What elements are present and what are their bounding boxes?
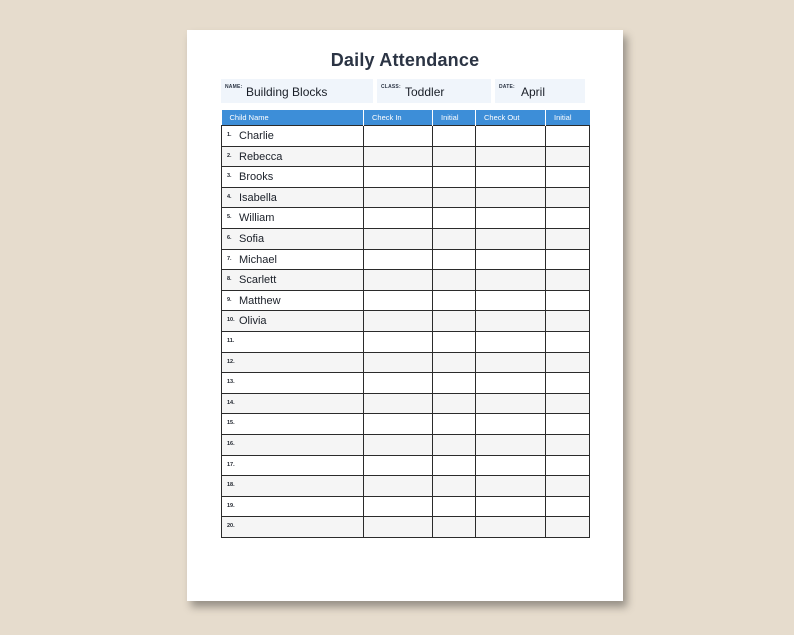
table-row <box>222 146 590 167</box>
check-in-cell[interactable] <box>364 517 433 538</box>
check-in-cell[interactable] <box>364 393 433 414</box>
row-number: 7. <box>227 255 232 262</box>
initial-out-cell[interactable] <box>546 126 590 147</box>
attendance-sheet <box>187 30 623 601</box>
initial-in-cell[interactable] <box>433 126 476 147</box>
child-name-cell[interactable] <box>222 249 364 270</box>
child-name-cell[interactable] <box>222 373 364 394</box>
initial-out-cell[interactable] <box>546 208 590 229</box>
initial-in-cell[interactable] <box>433 517 476 538</box>
table-row <box>222 373 590 394</box>
check-out-cell[interactable] <box>476 455 546 476</box>
row-number: 12. <box>227 358 235 365</box>
child-name-cell[interactable] <box>222 331 364 352</box>
child-name-cell[interactable] <box>222 414 364 435</box>
child-name-cell[interactable] <box>222 496 364 517</box>
child-name: Charlie <box>239 130 274 142</box>
table-row <box>222 496 590 517</box>
row-number: 16. <box>227 440 235 447</box>
table-row <box>222 208 590 229</box>
child-name-cell[interactable] <box>222 126 364 147</box>
check-out-cell[interactable] <box>476 476 546 497</box>
initial-out-cell[interactable] <box>546 393 590 414</box>
info-row <box>221 79 589 103</box>
table-row <box>222 393 590 414</box>
table-row <box>222 270 590 291</box>
row-number: 4. <box>227 193 232 200</box>
check-out-cell[interactable] <box>476 434 546 455</box>
initial-in-cell[interactable] <box>433 146 476 167</box>
check-out-cell[interactable] <box>476 393 546 414</box>
check-out-cell[interactable] <box>476 146 546 167</box>
initial-in-cell[interactable] <box>433 167 476 188</box>
check-in-cell[interactable] <box>364 290 433 311</box>
initial-out-cell[interactable] <box>546 228 590 249</box>
check-out-cell[interactable] <box>476 414 546 435</box>
col-header-check-in: Check In <box>364 110 433 126</box>
check-in-cell[interactable] <box>364 352 433 373</box>
initial-out-cell[interactable] <box>546 249 590 270</box>
check-out-cell[interactable] <box>476 331 546 352</box>
check-out-cell[interactable] <box>476 270 546 291</box>
table-row <box>222 517 590 538</box>
row-number: 17. <box>227 461 235 468</box>
row-number: 6. <box>227 234 232 241</box>
initial-out-cell[interactable] <box>546 270 590 291</box>
child-name-cell[interactable] <box>222 434 364 455</box>
initial-in-cell[interactable] <box>433 434 476 455</box>
check-in-cell[interactable] <box>364 476 433 497</box>
check-in-cell[interactable] <box>364 228 433 249</box>
table-row <box>222 434 590 455</box>
row-number: 1. <box>227 132 232 138</box>
check-out-cell[interactable] <box>476 373 546 394</box>
initial-out-cell[interactable] <box>546 434 590 455</box>
check-in-cell[interactable] <box>364 373 433 394</box>
check-in-cell[interactable] <box>364 270 433 291</box>
child-name-cell[interactable] <box>222 455 364 476</box>
check-in-cell[interactable] <box>364 167 433 188</box>
row-number: 20. <box>227 523 235 530</box>
initial-in-cell[interactable] <box>433 352 476 373</box>
child-name: Michael <box>239 253 277 266</box>
check-in-cell[interactable] <box>364 455 433 476</box>
check-out-cell[interactable] <box>476 290 546 311</box>
initial-out-cell[interactable] <box>546 352 590 373</box>
initial-in-cell[interactable] <box>433 290 476 311</box>
check-out-cell[interactable] <box>476 496 546 517</box>
check-out-cell[interactable] <box>476 517 546 538</box>
table-row <box>222 228 590 249</box>
child-name: Sofia <box>239 232 265 245</box>
initial-in-cell[interactable] <box>433 311 476 332</box>
child-name-cell[interactable] <box>222 187 364 208</box>
child-name: William <box>239 212 275 225</box>
class-label: CLASS: <box>381 84 401 90</box>
col-header-initial-out: Initial <box>546 110 590 126</box>
initial-out-cell[interactable] <box>546 331 590 352</box>
row-number: 11. <box>227 337 235 344</box>
row-number: 8. <box>227 276 232 283</box>
initial-out-cell[interactable] <box>546 290 590 311</box>
child-name-cell[interactable] <box>222 311 364 332</box>
child-name-cell[interactable] <box>222 270 364 291</box>
class-field[interactable] <box>377 79 491 103</box>
row-number: 14. <box>227 399 235 406</box>
row-number: 19. <box>227 502 235 509</box>
table-header-row <box>222 110 590 126</box>
initial-in-cell[interactable] <box>433 476 476 497</box>
initial-in-cell[interactable] <box>433 455 476 476</box>
child-name-cell[interactable] <box>222 476 364 497</box>
initial-out-cell[interactable] <box>546 187 590 208</box>
child-name: Rebecca <box>239 150 283 163</box>
child-name-cell[interactable] <box>222 167 364 188</box>
initial-out-cell[interactable] <box>546 476 590 497</box>
check-out-cell[interactable] <box>476 352 546 373</box>
name-label: NAME: <box>225 84 243 90</box>
check-in-cell[interactable] <box>364 311 433 332</box>
row-number: 3. <box>227 173 232 180</box>
table-row <box>222 126 590 147</box>
check-in-cell[interactable] <box>364 187 433 208</box>
initial-out-cell[interactable] <box>546 455 590 476</box>
table-row <box>222 167 590 188</box>
col-header-initial-in: Initial <box>433 110 476 126</box>
initial-in-cell[interactable] <box>433 270 476 291</box>
row-number: 9. <box>227 296 232 303</box>
initial-in-cell[interactable] <box>433 414 476 435</box>
table-row <box>222 352 590 373</box>
check-in-cell[interactable] <box>364 146 433 167</box>
col-header-child-name: Child Name <box>222 110 364 126</box>
name-value: Building Blocks <box>246 85 328 99</box>
initial-out-cell[interactable] <box>546 311 590 332</box>
check-out-cell[interactable] <box>476 249 546 270</box>
row-number: 13. <box>227 379 235 386</box>
date-label: DATE: <box>499 84 515 90</box>
table-row <box>222 290 590 311</box>
child-name-cell[interactable] <box>222 208 364 229</box>
table-row <box>222 455 590 476</box>
initial-in-cell[interactable] <box>433 331 476 352</box>
row-number: 15. <box>227 420 235 427</box>
table-row <box>222 311 590 332</box>
check-out-cell[interactable] <box>476 126 546 147</box>
page-title: Daily Attendance <box>330 50 480 70</box>
child-name: Brooks <box>239 171 274 184</box>
check-out-cell[interactable] <box>476 167 546 188</box>
initial-out-cell[interactable] <box>546 373 590 394</box>
child-name: Scarlett <box>239 274 277 287</box>
row-number: 10. <box>227 317 235 324</box>
check-in-cell[interactable] <box>364 208 433 229</box>
child-name-cell[interactable] <box>222 228 364 249</box>
child-name-cell[interactable] <box>222 517 364 538</box>
table-row <box>222 187 590 208</box>
check-out-cell[interactable] <box>476 208 546 229</box>
check-in-cell[interactable] <box>364 331 433 352</box>
initial-out-cell[interactable] <box>546 414 590 435</box>
check-out-cell[interactable] <box>476 228 546 249</box>
check-in-cell[interactable] <box>364 249 433 270</box>
initial-in-cell[interactable] <box>433 373 476 394</box>
initial-out-cell[interactable] <box>546 496 590 517</box>
initial-out-cell[interactable] <box>546 517 590 538</box>
initial-in-cell[interactable] <box>433 249 476 270</box>
table-row <box>222 414 590 435</box>
date-value: April <box>521 85 546 99</box>
child-name-cell[interactable] <box>222 393 364 414</box>
initial-in-cell[interactable] <box>433 496 476 517</box>
initial-in-cell[interactable] <box>433 393 476 414</box>
initial-out-cell[interactable] <box>546 167 590 188</box>
check-out-cell[interactable] <box>476 187 546 208</box>
child-name-cell[interactable] <box>222 290 364 311</box>
child-name: Matthew <box>239 294 281 307</box>
initial-in-cell[interactable] <box>433 187 476 208</box>
class-value: Toddler <box>405 85 445 99</box>
child-name-cell[interactable] <box>222 352 364 373</box>
table-row <box>222 331 590 352</box>
row-number: 18. <box>227 482 235 489</box>
name-field[interactable] <box>221 79 373 103</box>
attendance-table <box>221 110 590 538</box>
initial-out-cell[interactable] <box>546 146 590 167</box>
check-in-cell[interactable] <box>364 496 433 517</box>
table-row <box>222 249 590 270</box>
initial-in-cell[interactable] <box>433 208 476 229</box>
row-number: 2. <box>227 152 232 159</box>
initial-in-cell[interactable] <box>433 228 476 249</box>
date-field[interactable] <box>495 79 585 103</box>
child-name-cell[interactable] <box>222 146 364 167</box>
col-header-check-out: Check Out <box>476 110 546 126</box>
check-in-cell[interactable] <box>364 434 433 455</box>
child-name: Isabella <box>239 191 277 204</box>
check-out-cell[interactable] <box>476 311 546 332</box>
table-row <box>222 476 590 497</box>
check-in-cell[interactable] <box>364 414 433 435</box>
row-number: 5. <box>227 214 232 221</box>
child-name: Olivia <box>239 315 267 328</box>
check-in-cell[interactable] <box>364 126 433 147</box>
